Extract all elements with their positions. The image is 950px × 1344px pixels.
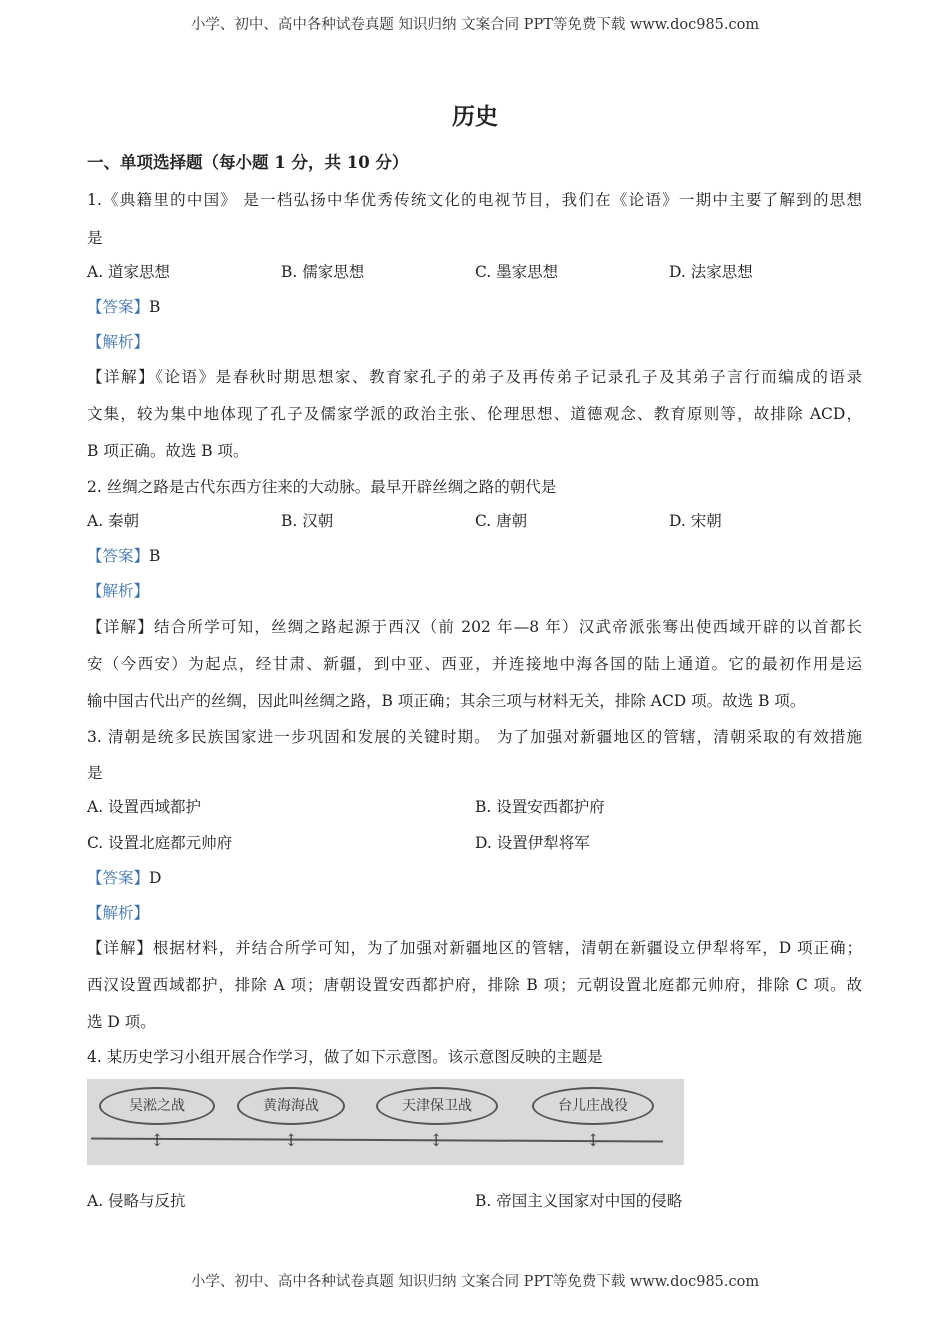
analysis-label: 【解析】: [87, 904, 150, 922]
q2-detail-2: 安（今西安）为起点，经甘肃、新疆，到中亚、西亚，并连接地中海各国的陆上通道。它的最初作用是运: [87, 655, 862, 673]
analysis-label: 【解析】: [87, 582, 150, 600]
q3-option-c: C. 设置北庭都元帅府: [87, 834, 233, 852]
q2-option-b: B. 汉朝: [281, 512, 334, 530]
question-3-text: 3. 清朝是统多民族国家进一步巩固和发展的关键时期。 为了加强对新疆地区的管辖，清朝采取的有效措施: [87, 728, 862, 746]
q3-detail: [87, 938, 862, 958]
detail-label: 【详解】: [87, 368, 156, 386]
detail-label: 【详解】: [87, 618, 154, 636]
q2-option-a: A. 秦朝: [87, 512, 140, 530]
question-4-text: 4. 某历史学习小组开展合作学习，做了如下示意图。该示意图反映的主题是: [87, 1048, 603, 1066]
section-heading: 一、单项选择题（每小题 1 分，共 10 分）: [87, 153, 409, 172]
q2-answer: [87, 546, 160, 566]
figure-label-3: 天津保卫战: [376, 1087, 498, 1125]
q2-detail-3: 输中国古代出产的丝绸，因此叫丝绸之路，B 项正确；其余三项与材料无关，排除 ACD 项。故选 B 项。: [87, 692, 806, 710]
answer-value: B: [149, 298, 161, 316]
q2-option-d: D. 宋朝: [669, 512, 722, 530]
q3-answer: [87, 868, 161, 888]
q4-option-a: A. 侵略与反抗: [87, 1192, 186, 1210]
q2-option-c: C. 唐朝: [475, 512, 528, 530]
detail-text: 结合所学可知，丝绸之路起源于西汉（前 202 年—8 年）汉武帝派张骞出使西域开辟的以首都长: [153, 618, 862, 636]
page-title: 历史: [452, 103, 498, 130]
q3-option-b: B. 设置安西都护府: [475, 798, 605, 816]
question-1-text: 1.《典籍里的中国》 是一档弘扬中华优秀传统文化的电视节目，我们在《论语》一期中主要了解到的思想: [87, 191, 862, 209]
figure-label-1: 吴淞之战: [99, 1087, 215, 1125]
answer-value: B: [149, 547, 161, 565]
double-arrow-icon: ↕: [150, 1131, 165, 1151]
page-footer[interactable]: 小学、初中、高中各种试卷真题 知识归纳 文案合同 PPT等免费下载 www.doc985.com: [190, 1274, 760, 1290]
question-1-text-cont: 是: [87, 229, 103, 247]
q1-option-d: D. 法家思想: [669, 263, 753, 281]
timeline-axis: [91, 1138, 663, 1143]
q1-option-a: A. 道家思想: [87, 263, 171, 281]
q1-detail-3: B 项正确。故选 B 项。: [87, 442, 249, 460]
double-arrow-icon: ↕: [586, 1131, 601, 1151]
detail-label: 【详解】: [87, 939, 153, 957]
q1-detail-2: 文集，较为集中地体现了孔子及儒家学派的政治主张、伦理思想、道德观念、教育原则等，故排除 ACD，: [87, 405, 862, 423]
q1-detail: [87, 367, 862, 387]
double-arrow-icon: ↕: [284, 1131, 299, 1151]
q3-detail-3: 选 D 项。: [87, 1013, 156, 1031]
q1-option-b: B. 儒家思想: [281, 263, 365, 281]
question-3-text-cont: 是: [87, 764, 103, 782]
q3-detail-2: 西汉设置西域都护，排除 A 项；唐朝设置安西都护府，排除 B 项；元朝设置北庭都元帅府，排除 C 项。故: [87, 976, 862, 994]
answer-label: 【答案】: [87, 298, 150, 316]
question-2-text: 2. 丝绸之路是古代东西方往来的大动脉。最早开辟丝绸之路的朝代是: [87, 478, 557, 496]
q3-option-a: A. 设置西域都护: [87, 798, 202, 816]
q4-option-b: B. 帝国主义国家对中国的侵略: [475, 1192, 683, 1210]
q3-option-d: D. 设置伊犁将军: [475, 834, 590, 852]
analysis-label: 【解析】: [87, 333, 150, 351]
answer-value: D: [149, 869, 162, 887]
q2-detail: [87, 617, 862, 637]
answer-label: 【答案】: [87, 869, 150, 887]
page-header[interactable]: 小学、初中、高中各种试卷真题 知识归纳 文案合同 PPT等免费下载 www.doc985.com: [190, 17, 760, 33]
double-arrow-icon: ↕: [429, 1131, 444, 1151]
figure-label-4: 台儿庄战役: [532, 1087, 654, 1125]
q1-option-c: C. 墨家思想: [475, 263, 559, 281]
detail-text: 《论语》是春秋时期思想家、教育家孔子的弟子及再传弟子记录孔子及其弟子言行而编成的语录: [155, 368, 862, 386]
timeline-figure: [87, 1079, 684, 1165]
detail-text: 根据材料，并结合所学可知，为了加强对新疆地区的管辖，清朝在新疆设立伊犁将军，D 项正确；: [152, 939, 862, 957]
q1-answer: [87, 297, 160, 317]
answer-label: 【答案】: [87, 547, 150, 565]
figure-label-2: 黄海海战: [237, 1087, 345, 1125]
